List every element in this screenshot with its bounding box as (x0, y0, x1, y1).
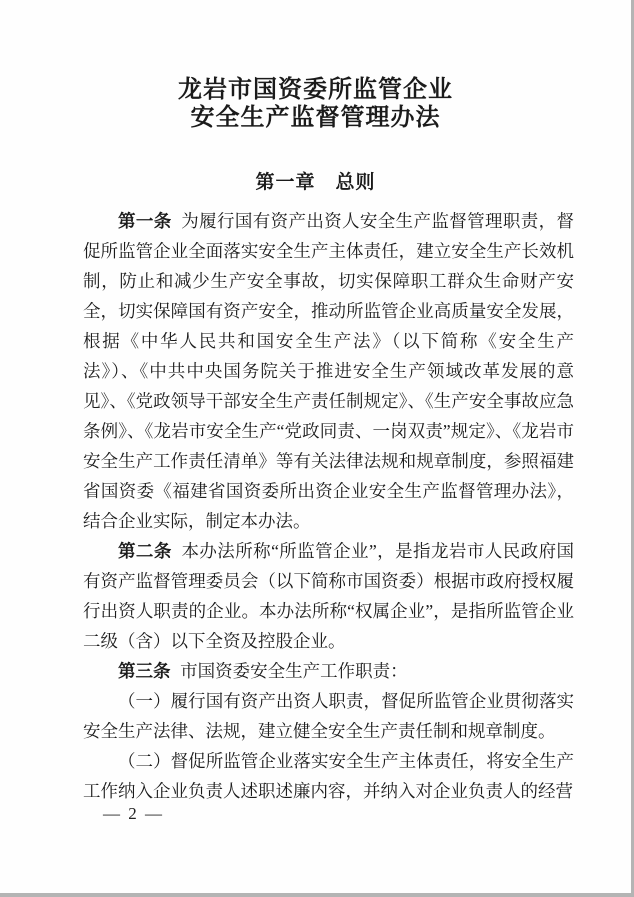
article-1-number: 第一条 (118, 211, 172, 231)
item-2-text: （二）督促所监管企业落实安全生产主体责任，将安全生产工作纳入企业负责人述职述廉内容，并纳入对企业负责人的经营 (83, 751, 574, 801)
paragraph-item-2 (83, 746, 574, 806)
paragraph-item-1 (83, 686, 574, 746)
paragraph-article-1 (83, 206, 574, 536)
chapter-heading: 第一章 总则 (255, 172, 376, 193)
article-2-number: 第二条 (118, 541, 172, 561)
document-title (0, 0, 631, 132)
page-number: — 2 — (103, 804, 164, 823)
item-1-text: （一）履行国有资产出资人职责，督促所监管企业贯彻落实安全生产法律、法规，建立健全安全生产责任制和规章制度。 (83, 691, 574, 741)
article-2-text: 本办法所称“所监管企业”，是指龙岩市人民政府国有资产监督管理委员会（以下简称市国资委）根据市政府授权履行出资人职责的企业。本办法所称“权属企业”，是指所监管企业二级（含）以下全资及控股企业。 (83, 541, 574, 651)
paragraph-article-2 (83, 536, 574, 656)
title-line-1: 龙岩市国资委所监管企业 (178, 77, 453, 103)
paragraph-article-3 (83, 656, 574, 686)
document-body (0, 206, 574, 806)
article-1-text: 为履行国有资产出资人安全生产监督管理职责，督促所监管企业全面落实安全生产主体责任，建立安全生产长效机制，防止和减少生产安全事故，切实保障职工群众生命财产安全，切实保障国有资产安全，推动所监管企业高质量安全发展，根据《中华人民共和国安全生产法》（以下简称《安全生产法》）、《中共中央国务院关于推进安全生产领域改革发展的意见》、《党政领导干部安全生产责任制规定》、《生产安全事故应急条例》、《龙岩市安全生产“党政同责、一岗双责”规定》、《龙岩市安全生产工作责任清单》等有关法律法规和规章制度，参照福建省国资委《福建省国资委所出资企业安全生产监督管理办法》，结合企业实际，制定本办法。 (83, 211, 574, 531)
article-3-number: 第三条 (118, 661, 171, 681)
article-3-text: 市国资委安全生产工作职责： (180, 661, 408, 681)
title-line-2: 安全生产监督管理办法 (190, 105, 441, 131)
